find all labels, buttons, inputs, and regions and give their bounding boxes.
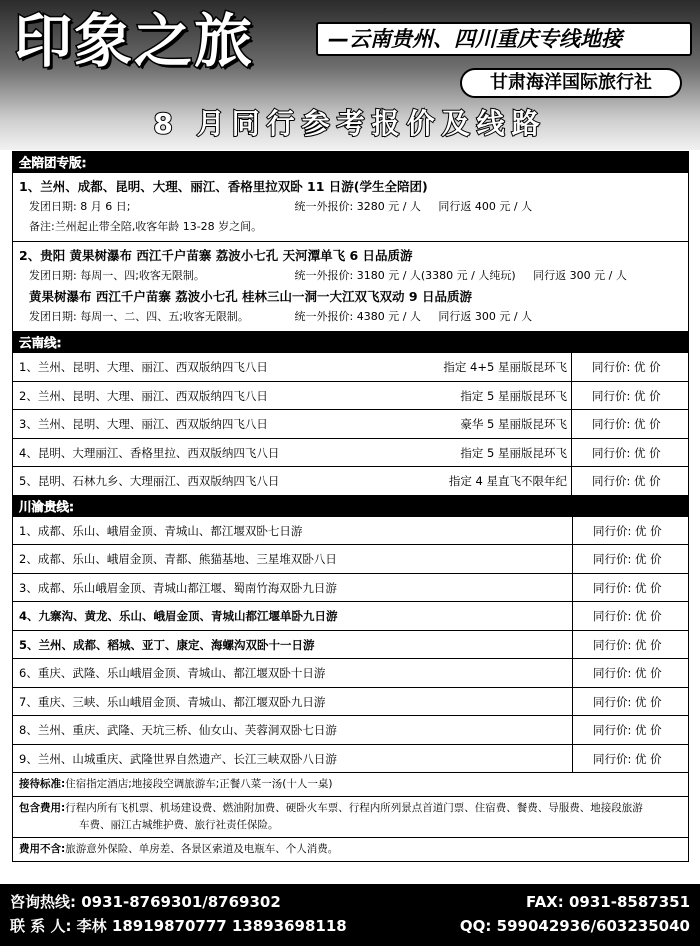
peer-price: 同行价: 优 价 bbox=[572, 659, 688, 687]
peer-price: 同行价: 优 价 bbox=[572, 517, 688, 545]
table-row bbox=[13, 467, 688, 496]
route-standard: 指定 5 星丽版昆环飞 bbox=[372, 382, 572, 410]
table-row bbox=[13, 716, 688, 745]
departure-date: 发团日期: 每周一、四;收客无限制。 bbox=[29, 269, 205, 282]
route-standard: 指定 4+5 星丽版昆环飞 bbox=[372, 353, 572, 381]
section-full-group: 全陪团专版: bbox=[13, 152, 688, 173]
unified-price: 统一外报价: 3280 元 / 人 bbox=[294, 200, 421, 213]
departure-date: 发团日期: 8 月 6 日; bbox=[29, 200, 131, 213]
route-name: 7、重庆、三峡、乐山峨眉金顶、青城山、都江堰双卧九日游 bbox=[19, 694, 326, 709]
route-title: 2、贵阳 黄果树瀑布 西江千户苗寨 荔波小七孔 天河潭单飞 6 日品质游 bbox=[19, 248, 413, 263]
route-name: 8、兰州、重庆、武隆、天坑三桥、仙女山、芙蓉洞双卧七日游 bbox=[19, 723, 337, 737]
peer-price: 同行价: 优 价 bbox=[592, 360, 661, 374]
subtitle-banner: —云南贵州、四川重庆专线地接 bbox=[316, 22, 692, 56]
route-name: 1、兰州、昆明、大理、丽江、西双版纳四飞八日 bbox=[19, 360, 268, 374]
info-text: 住宿指定酒店;地接段空调旅游车;正餐八菜一汤(十人一桌) bbox=[65, 778, 333, 790]
unified-price: 统一外报价: 4380 元 / 人 bbox=[294, 310, 421, 323]
unified-price: 统一外报价: 3180 元 / 人(3380 元 / 人纯玩) bbox=[294, 269, 516, 282]
table-row bbox=[13, 574, 688, 603]
route-name: 3、成都、乐山峨眉金顶、青城山都江堰、蜀南竹海双卧九日游 bbox=[19, 580, 337, 595]
info-text: 旅游意外保险、单房差、各景区索道及电瓶车、个人消费。 bbox=[65, 843, 339, 855]
peer-price: 同行价: 优 价 bbox=[572, 545, 688, 573]
route-block-1 bbox=[13, 173, 688, 242]
table-row bbox=[13, 745, 688, 774]
price-table bbox=[12, 151, 689, 862]
peer-rebate: 同行返 400 元 / 人 bbox=[438, 200, 533, 213]
peer-price: 同行价: 优 价 bbox=[572, 688, 688, 716]
info-label: 费用不含: bbox=[19, 843, 66, 855]
peer-price: 同行价: 优 价 bbox=[592, 474, 661, 488]
route-detail bbox=[19, 307, 682, 327]
main-title: 8 月同行参考报价及线路 bbox=[153, 107, 547, 140]
route-standard: 指定 5 星丽版昆环飞 bbox=[372, 439, 572, 467]
excluded-fees bbox=[13, 838, 688, 861]
departure-date: 发团日期: 每周一、二、四、五;收客无限制。 bbox=[29, 310, 249, 323]
info-label: 接待标准: bbox=[19, 778, 66, 790]
footer-contact-bar bbox=[0, 884, 700, 946]
table-row bbox=[13, 439, 688, 468]
peer-price: 同行价: 优 价 bbox=[592, 445, 661, 460]
info-label: 包含费用: bbox=[19, 802, 66, 814]
route-name: 6、重庆、武隆、乐山峨眉金顶、青城山、都江堰双卧十日游 bbox=[19, 666, 326, 680]
table-row bbox=[13, 517, 688, 546]
table-row bbox=[13, 631, 688, 660]
header-banner bbox=[0, 0, 700, 150]
table-row bbox=[13, 353, 688, 382]
info-text: 行程内所有飞机票、机场建设费、燃油附加费、硬卧火车票、行程内所列景点首道门票、住宿费、餐费、导服费、地接段旅游 bbox=[65, 802, 643, 814]
section-chuanyu: 川渝贵线: bbox=[13, 496, 688, 517]
table-row bbox=[13, 602, 688, 631]
route-detail bbox=[19, 266, 682, 286]
table-row bbox=[13, 545, 688, 574]
route-detail bbox=[19, 197, 682, 217]
included-fees bbox=[13, 797, 688, 838]
route-name: 5、昆明、石林九乡、大理丽江、西双版纳四飞八日 bbox=[19, 474, 280, 488]
table-row bbox=[13, 688, 688, 717]
route-standard: 豪华 5 星丽版昆环飞 bbox=[372, 410, 572, 438]
fax: FAX: 0931-8587351 bbox=[526, 893, 690, 911]
route-note: 备注:兰州起止带全陪,收客年龄 13-28 岁之间。 bbox=[29, 220, 263, 233]
peer-price: 同行价: 优 价 bbox=[572, 631, 688, 659]
peer-price: 同行价: 优 价 bbox=[572, 745, 688, 773]
route-title: 黄果树瀑布 西江千户苗寨 荔波小七孔 桂林三山一洞一大江双飞双动 9 日品质游 bbox=[29, 289, 472, 304]
peer-price: 同行价: 优 价 bbox=[592, 417, 661, 431]
qq-numbers: QQ: 599042936/603235040 bbox=[459, 917, 690, 935]
table-row bbox=[13, 410, 688, 439]
route-standard: 指定 4 星直飞不限年纪 bbox=[372, 467, 572, 495]
route-name: 5、兰州、成都、稻城、亚丁、康定、海螺沟双卧十一日游 bbox=[19, 637, 315, 652]
route-name: 9、兰州、山城重庆、武隆世界自然遗产、长江三峡双卧八日游 bbox=[19, 751, 337, 766]
route-name: 1、成都、乐山、峨眉金顶、青城山、都江堰双卧七日游 bbox=[19, 523, 303, 538]
reception-standard bbox=[13, 773, 688, 797]
peer-price: 同行价: 优 价 bbox=[572, 716, 688, 744]
route-name: 4、昆明、大理丽江、香格里拉、西双版纳四飞八日 bbox=[19, 445, 280, 460]
peer-rebate: 同行返 300 元 / 人 bbox=[533, 269, 627, 282]
route-name: 4、九寨沟、黄龙、乐山、峨眉金顶、青城山都江堰单卧九日游 bbox=[19, 609, 338, 623]
table-row bbox=[13, 382, 688, 411]
peer-price: 同行价: 优 价 bbox=[572, 602, 688, 630]
route-title: 1、兰州、成都、昆明、大理、丽江、香格里拉双卧 11 日游(学生全陪团) bbox=[19, 179, 428, 194]
table-row bbox=[13, 659, 688, 688]
route-name: 3、兰州、昆明、大理、丽江、西双版纳四飞八日 bbox=[19, 417, 268, 431]
peer-price: 同行价: 优 价 bbox=[572, 574, 688, 602]
footer-line-1 bbox=[10, 891, 690, 913]
info-text: 车费、丽江古城维护费、旅行社责任保险。 bbox=[79, 819, 279, 831]
agency-name: 甘肃海洋国际旅行社 bbox=[460, 68, 682, 98]
route-block-2 bbox=[13, 242, 688, 332]
route-name: 2、成都、乐山、峨眉金顶、青都、熊猫基地、三星堆双卧八日 bbox=[19, 552, 337, 566]
footer-line-2 bbox=[10, 915, 690, 937]
logo-text: 印象之旅 bbox=[14, 7, 255, 75]
contact-person: 联 系 人: 李林 18919870777 13893698118 bbox=[10, 917, 347, 935]
section-yunnan: 云南线: bbox=[13, 332, 688, 353]
hotline: 咨询热线: 0931-8769301/8769302 bbox=[10, 893, 281, 911]
peer-price: 同行价: 优 价 bbox=[592, 388, 661, 403]
peer-rebate: 同行返 300 元 / 人 bbox=[438, 310, 533, 323]
route-name: 2、兰州、昆明、大理、丽江、西双版纳四飞八日 bbox=[19, 388, 268, 403]
